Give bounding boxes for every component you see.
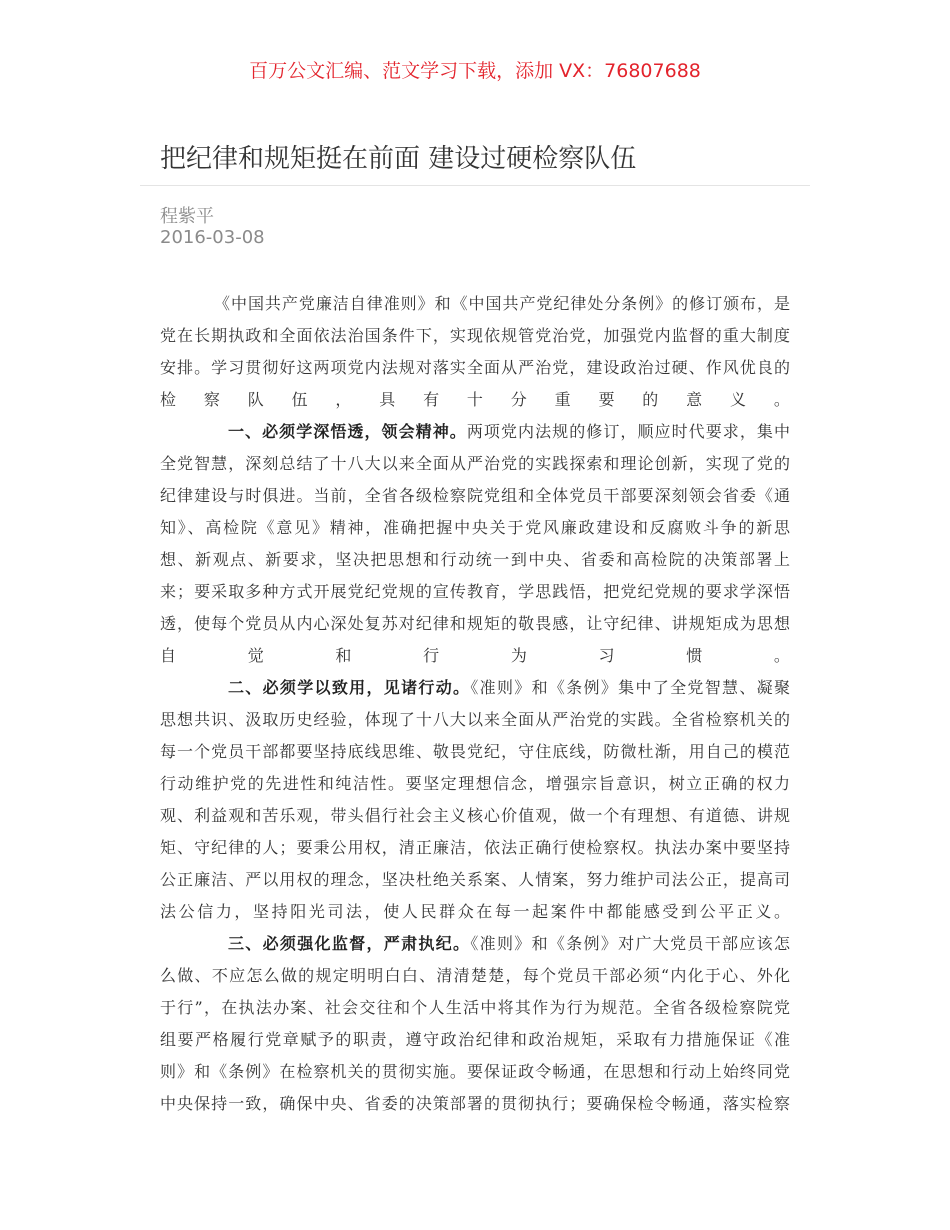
paragraph-line (160, 928, 790, 960)
paragraph-line (160, 704, 790, 736)
paragraph-line (160, 640, 790, 672)
line-text: 透，使每个党员从内心深处复苏对纪律和规矩的敬畏感，让守纪律、讲规矩成为思想 (160, 614, 790, 633)
line-text: 公正廉洁、严以用权的理念，坚决杜绝关系案、人情案，努力维护司法公正，提高司 (160, 870, 790, 889)
paragraph-line (160, 832, 790, 864)
paragraph-line (160, 1088, 790, 1120)
paragraph-line (160, 672, 790, 704)
line-text: 纪律建设与时俱进。当前，全省各级检察院党组和全体党员干部要深刻领会省委《通 (160, 486, 790, 505)
line-text: 行动维护党的先进性和纯洁性。要坚定理想信念，增强宗旨意识，树立正确的权力 (160, 774, 790, 793)
line-text: 党在长期执政和全面依法治国条件下，实现依规管党治党，加强党内监督的重大制度 (160, 326, 790, 345)
line-text: 来；要采取多种方式开展党纪党规的宣传教育，学思践悟，把党纪党规的要求学深悟 (160, 582, 790, 601)
paragraph-line (160, 416, 790, 448)
paragraph-line (160, 288, 790, 320)
article-title: 把纪律和规矩挺在前面 建设过硬检察队伍 (160, 144, 637, 174)
line-text: 两项党内法规的修订，顺应时代要求，集中 (466, 422, 790, 441)
section-heading: 三、必须强化监督，严肃执纪。 (228, 934, 471, 953)
paragraph-line (160, 1024, 790, 1056)
paragraph-line (160, 768, 790, 800)
line-text: 《准则》和《条例》集中了全党智慧、凝聚 (470, 678, 790, 697)
line-text: 观、利益观和苦乐观，带头倡行社会主义核心价值观，做一个有理想、有道德、讲规 (160, 806, 790, 825)
paragraph-line (160, 320, 790, 352)
line-text: 全党智慧，深刻总结了十八大以来全面从严治党的实践探索和理论创新，实现了党的 (160, 454, 790, 473)
line-text: 想、新观点、新要求，坚决把思想和行动统一到中央、省委和高检院的决策部署上 (160, 550, 790, 569)
line-text: 于行”，在执法办案、社会交往和个人生活中将其作为行为规范。全省各级检察院党 (160, 998, 790, 1017)
paragraph-line (160, 480, 790, 512)
article-author: 程紫平 (160, 206, 214, 227)
paragraph-line (160, 352, 790, 384)
article-body (160, 288, 790, 1120)
paragraph-line (160, 800, 790, 832)
paragraph-line (160, 1056, 790, 1088)
line-text: 安排。学习贯彻好这两项党内法规对落实全面从严治党，建设政治过硬、作风优良的 (160, 358, 790, 377)
title-divider (140, 185, 810, 186)
paragraph-line (160, 384, 790, 416)
line-text: 《中国共产党廉洁自律准则》和《中国共产党纪律处分条例》的修订颁布，是 (214, 294, 790, 313)
line-text: 中央保持一致，确保中央、省委的决策部署的贯彻执行；要确保检令畅通，落实检察 (160, 1094, 790, 1113)
line-text: 知》、高检院《意见》精神，准确把握中央关于党风廉政建设和反腐败斗争的新思 (160, 518, 790, 537)
article-date: 2016-03-08 (160, 227, 265, 248)
paragraph-line (160, 544, 790, 576)
paragraph-line (160, 992, 790, 1024)
paragraph-line (160, 864, 790, 896)
line-text: 么做、不应怎么做的规定明明白白、清清楚楚，每个党员干部必须“内化于心、外化 (160, 966, 790, 985)
line-text: 则》和《条例》在检察机关的贯彻实施。要保证政令畅通，在思想和行动上始终同党 (160, 1062, 790, 1081)
paragraph-line (160, 960, 790, 992)
line-text: 法公信力，坚持阳光司法，使人民群众在每一起案件中都能感受到公平正义。 (160, 902, 790, 921)
paragraph-line (160, 896, 790, 928)
section-heading: 一、必须学深悟透，领会精神。 (228, 422, 467, 441)
line-text: 组要严格履行党章赋予的职责，遵守政治纪律和政治规矩，采取有力措施保证《准 (160, 1030, 790, 1049)
paragraph-line (160, 448, 790, 480)
line-text: 矩、守纪律的人；要秉公用权，清正廉洁，依法正确行使检察权。执法办案中要坚持 (160, 838, 790, 857)
paragraph-line (160, 512, 790, 544)
line-text: 每一个党员干部都要坚持底线思维、敬畏党纪，守住底线，防微杜渐，用自己的模范 (160, 742, 790, 761)
line-text: 《准则》和《条例》对广大党员干部应该怎 (470, 934, 790, 953)
line-text: 自 觉 和 行 为 习 惯 。 (160, 646, 790, 665)
section-heading: 二、必须学以致用，见诸行动。 (228, 678, 471, 697)
paragraph-line (160, 576, 790, 608)
download-banner: 百万公文汇编、范文学习下载，添加 VX：76807688 (249, 60, 701, 82)
paragraph-line (160, 608, 790, 640)
line-text: 思想共识、汲取历史经验，体现了十八大以来全面从严治党的实践。全省检察机关的 (160, 710, 790, 729)
paragraph-line (160, 736, 790, 768)
line-text: 检 察 队 伍 ， 具 有 十 分 重 要 的 意 义 。 (160, 390, 790, 409)
